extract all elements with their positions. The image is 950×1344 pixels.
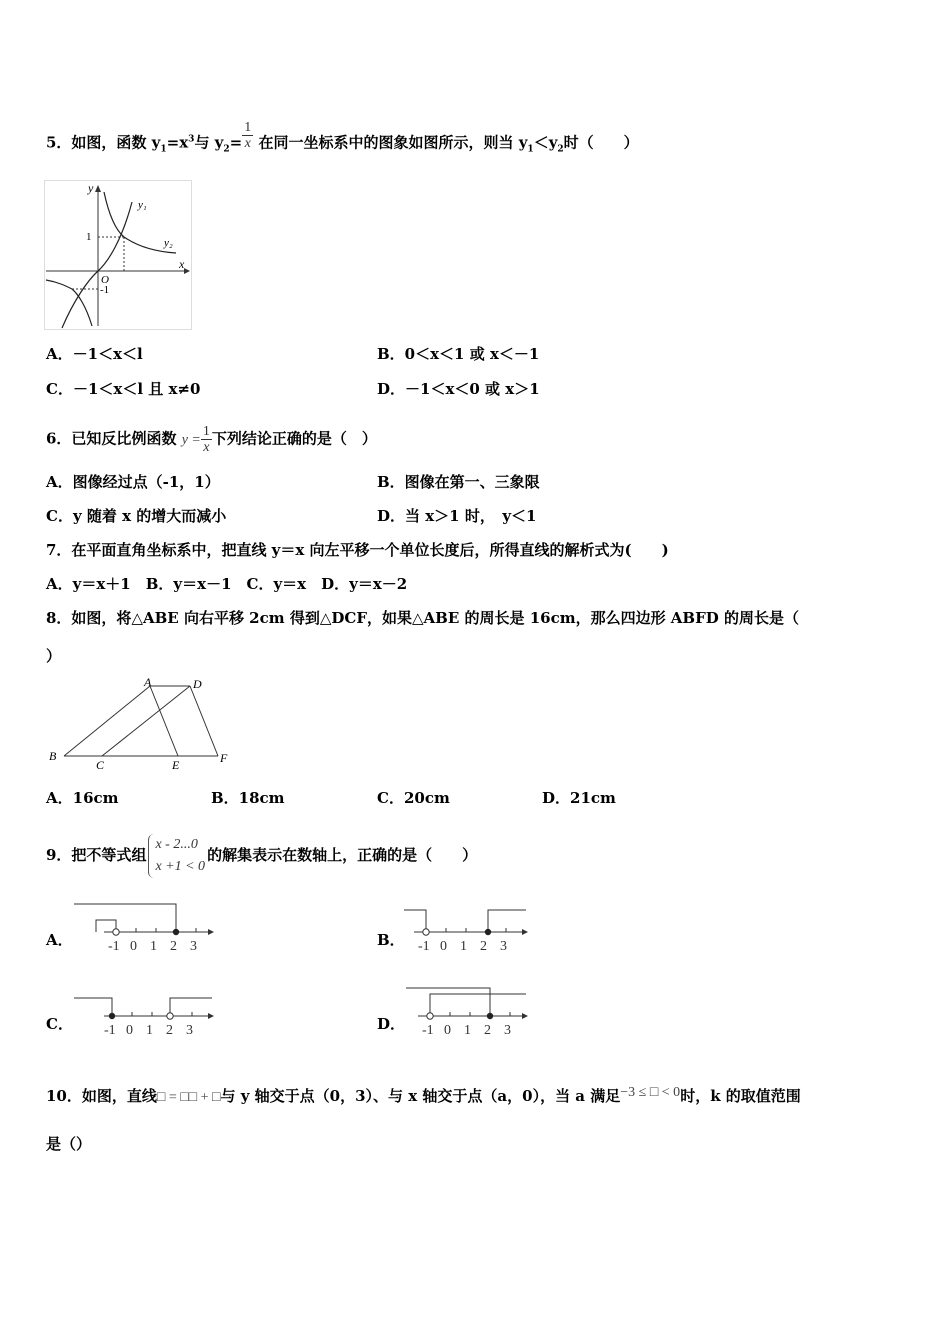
- q6-option-a[interactable]: A．图像经过点（-1，1）: [46, 473, 220, 491]
- q9-option-d[interactable]: D．: [377, 1015, 406, 1033]
- q10-stem-line2: 是（）: [46, 1135, 92, 1153]
- q7-stem: 7．在平面直角坐标系中，把直线 y＝x 向左平移一个单位长度后，所得直线的解析式为( ): [46, 541, 669, 559]
- q9-option-c[interactable]: C．: [46, 1015, 73, 1033]
- q6-option-c[interactable]: C．y 随着 x 的增大而减小: [46, 507, 227, 525]
- q9-numberline-b[interactable]: [404, 900, 530, 956]
- q8-option-a[interactable]: A．16cm: [46, 789, 119, 807]
- q5-option-c[interactable]: C．－1＜x＜l 且 x≠0: [46, 380, 201, 398]
- q8-label-d: D: [193, 677, 202, 691]
- axis-tick-label: 1: [464, 1023, 471, 1038]
- axis-tick-label: 0: [440, 939, 447, 954]
- axis-tick-label: 1: [150, 939, 157, 954]
- axis-tick-label: 0: [130, 939, 137, 954]
- axis-tick-label: 1: [146, 1023, 153, 1038]
- q5-graph-curve-y1: y₁: [138, 199, 147, 211]
- q8-figure: [46, 674, 232, 774]
- q6-fraction: $\frac{1}{x}$: [202, 424, 210, 455]
- axis-tick-label: 3: [500, 939, 507, 954]
- q8-label-b: B: [49, 749, 57, 763]
- q6-stem: 6．已知反比例函数 y = $\frac{1}{x}$ 下列结论正确的是（ ）: [46, 424, 377, 455]
- axis-tick-label: -1: [418, 939, 430, 954]
- q9-option-b[interactable]: B．: [377, 931, 405, 949]
- q5-option-d[interactable]: D．－1＜x＜0 或 x＞1: [377, 380, 540, 398]
- q7-options[interactable]: A．y＝x＋1 B．y＝x－1 C．y＝x D．y＝x－2: [46, 575, 408, 593]
- q9-numberline-d[interactable]: [404, 984, 530, 1040]
- axis-tick-label: 2: [170, 939, 177, 954]
- axis-tick-label: 2: [166, 1023, 173, 1038]
- axis-tick-label: 0: [444, 1023, 451, 1038]
- q8-stem-line2: ）: [46, 647, 62, 665]
- q5-option-b[interactable]: B．0＜x＜1 或 x＜－1: [377, 345, 540, 363]
- q5-graph-y-label: y: [88, 181, 94, 195]
- q5-graph-x-label: x: [179, 257, 185, 271]
- q8-stem-line1: 8．如图，将△ABE 向右平移 2cm 得到△DCF，如果△ABE 的周长是 16cm，那么四边形 ABFD 的周长是（: [46, 609, 799, 627]
- axis-tick-label: -1: [422, 1023, 434, 1038]
- q6-option-b[interactable]: B．图像在第一、三象限: [377, 473, 540, 491]
- q8-label-f: F: [220, 751, 228, 765]
- axis-tick-label: 3: [190, 939, 197, 954]
- q5-graph: [44, 180, 192, 330]
- q10-stem: 10．如图，直线□ = □□ + □与 y 轴交于点（0，3）、与 x 轴交于点（a，0），当 a 满足−3 ≤ □ < 0时，k 的取值范围: [46, 1085, 801, 1105]
- q9-numberline-c[interactable]: [74, 984, 216, 1040]
- q9-stem: 9．把不等式组 x - 2...0 x +1 < 0 的解集表示在数轴上，正确的是（ ）: [46, 834, 477, 878]
- q8-option-d[interactable]: D．21cm: [542, 789, 616, 807]
- axis-tick-label: -1: [108, 939, 120, 954]
- q5-fraction: $\frac{1}{x}$: [244, 120, 252, 151]
- axis-tick-label: 2: [484, 1023, 491, 1038]
- q5-graph-tick-m1: -1: [100, 284, 110, 296]
- q8-option-c[interactable]: C．20cm: [377, 789, 450, 807]
- axis-tick-label: 3: [186, 1023, 193, 1038]
- axis-tick-label: 2: [480, 939, 487, 954]
- q10-formula-line: □ = □□ + □: [156, 1090, 221, 1105]
- axis-tick-label: -1: [104, 1023, 116, 1038]
- q8-label-a: A: [144, 675, 152, 689]
- q5-stem: 5．如图，函数 $y_1=x^3$与 $y_2=$ $\frac{1}{x}$ 在同一坐标系中的图象如图所示，则当 $y_1<y_2$时（ ）: [46, 120, 639, 155]
- axis-tick-label: 0: [126, 1023, 133, 1038]
- q8-option-b[interactable]: B．18cm: [211, 789, 285, 807]
- q9-option-a[interactable]: A．: [46, 931, 73, 949]
- axis-tick-label: 1: [460, 939, 467, 954]
- q5-graph-curve-y2: y₂: [164, 237, 173, 249]
- q9-numberline-a[interactable]: [74, 900, 216, 956]
- q9-inequality-system: x - 2...0 x +1 < 0: [148, 834, 205, 878]
- q5-graph-tick-1: 1: [86, 231, 92, 243]
- q8-label-e: E: [172, 758, 180, 772]
- axis-tick-label: 3: [504, 1023, 511, 1038]
- q10-formula-range: −3 ≤ □ < 0: [620, 1085, 681, 1100]
- q8-label-c: C: [96, 758, 105, 772]
- q6-option-d[interactable]: D．当 x＞1 时， y＜1: [377, 507, 537, 525]
- q5-option-a[interactable]: A．－1＜x＜l: [46, 345, 143, 363]
- q5-graph-origin: O: [101, 274, 109, 286]
